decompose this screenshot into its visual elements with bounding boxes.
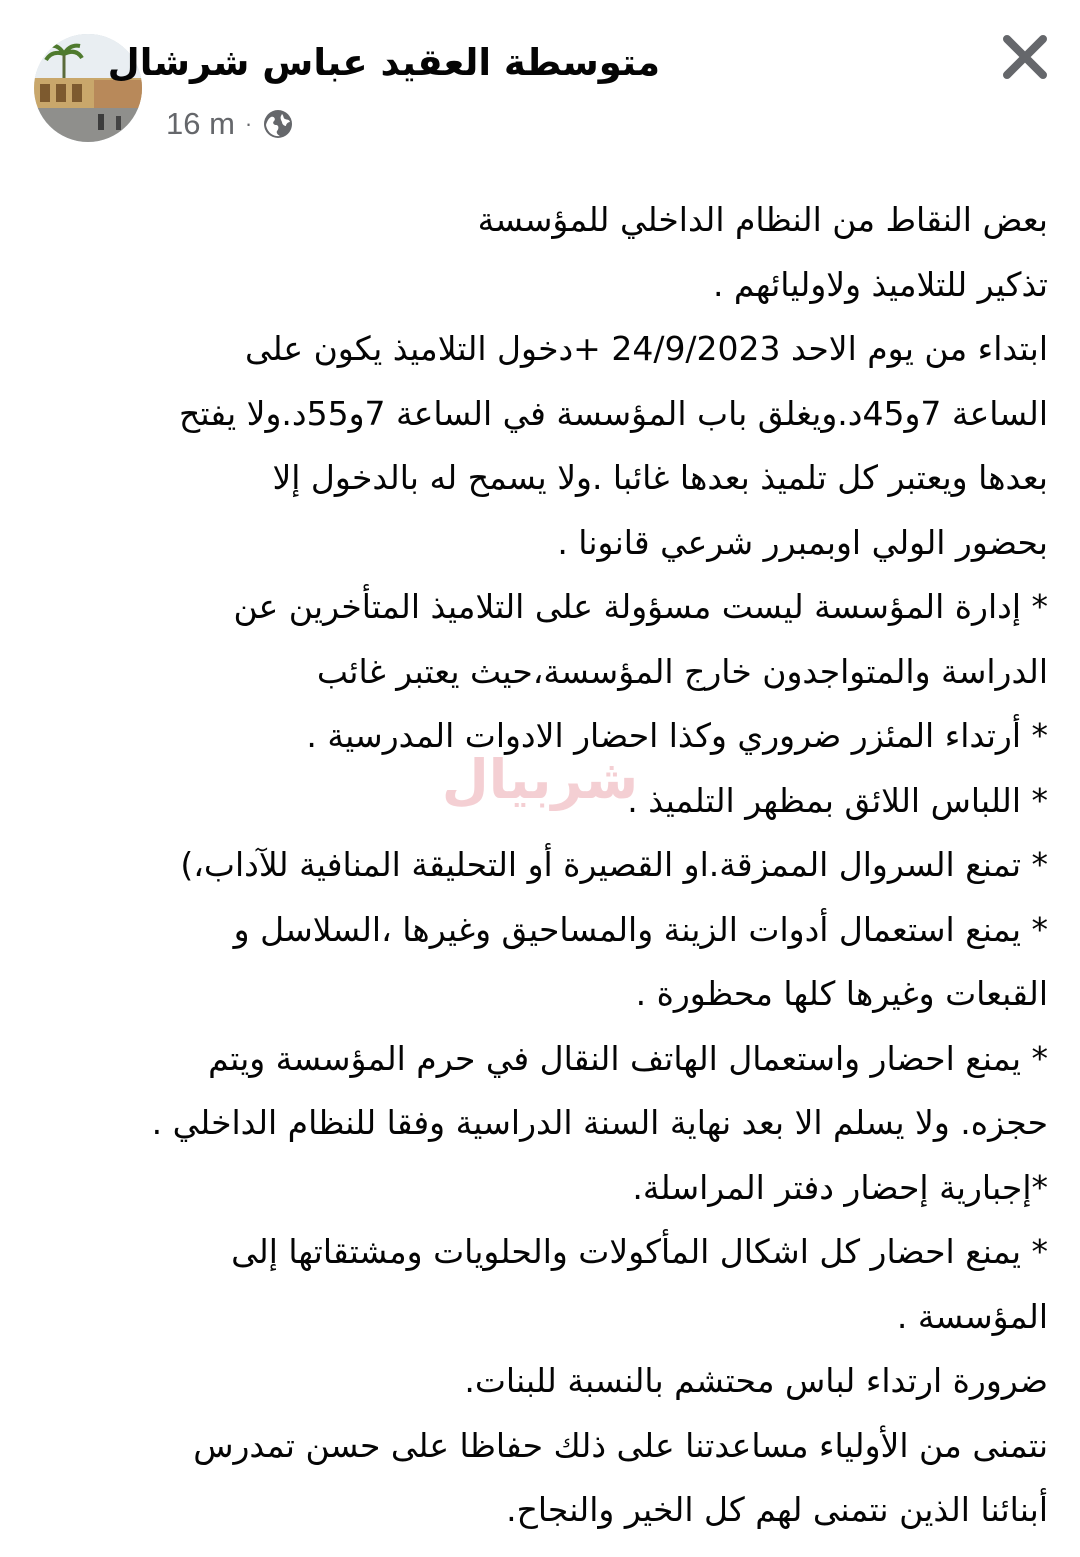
post-line: * يمنع احضار كل اشكال المأكولات والحلويات ومشتقاتها إلى [231, 1232, 1048, 1271]
post-text [30, 188, 1048, 1538]
post-line: * تمنع السروال الممزقة.او القصيرة أو التحليقة المنافية للآداب،) [180, 845, 1048, 884]
post-line: أبنائنا الذين نتمنى لهم كل الخير والنجاح. [506, 1490, 1048, 1529]
post-line: القبعات وغيرها كلها محظورة . [635, 974, 1048, 1013]
post-line: ضرورة ارتداء لباس محتشم بالنسبة للبنات. [464, 1361, 1048, 1400]
post-line: المؤسسة . [896, 1296, 1048, 1336]
meta-separator: · [244, 111, 253, 136]
post-line: * إدارة المؤسسة ليست مسؤولة على التلاميذ المتأخرين عن [233, 587, 1048, 626]
post-line: * يمنع احضار واستعمال الهاتف النقال في حرم المؤسسة ويتم [208, 1038, 1048, 1078]
post-header [0, 0, 1080, 160]
post-time[interactable]: 16 m [166, 106, 235, 141]
close-button[interactable] [1002, 34, 1048, 80]
watermark: شربيال [441, 748, 639, 811]
post-line: ابتداء من يوم الاحد 24/9/2023 +دخول التلاميذ يكون على [244, 329, 1048, 368]
post-line: نتمنى من الأولياء مساعدتنا على ذلك حفاظا على حسن تمدرس [193, 1425, 1048, 1465]
close-icon [1002, 34, 1048, 80]
post-line: بحضور الولي اوبمبرر شرعي قانونا . [557, 522, 1048, 562]
post-line: * يمنع استعمال أدوات الزينة والمساحيق وغيرها ،السلاسل و [233, 909, 1048, 949]
post-line: بعض النقاط من النظام الداخلي للمؤسسة [477, 200, 1048, 239]
post-line: *إجبارية إحضار دفتر المراسلة. [632, 1167, 1048, 1207]
post-line: الدراسة والمتواجدون خارج المؤسسة،حيث يعتبر غائب [316, 651, 1048, 691]
globe-icon[interactable] [262, 108, 294, 140]
page-name[interactable]: متوسطة العقيد عباس شرشال [107, 41, 660, 84]
post-meta [166, 104, 294, 144]
post-line: الساعة 7و45د.ويغلق باب المؤسسة في الساعة 7و55د.ولا يفتح [179, 393, 1048, 433]
post-line: بعدها ويعتبر كل تلميذ بعدها غائبا .ولا يسمح له بالدخول إلا [272, 458, 1048, 497]
post-line: * اللباس اللائق بمظهر التلميذ . [627, 780, 1048, 820]
post-line: حجزه. ولا يسلم الا بعد نهاية السنة الدراسية وفقا للنظام الداخلي . [151, 1103, 1048, 1142]
post-line: تذكير للتلاميذ ولاوليائهم . [712, 264, 1048, 304]
post-line: * أرتداء المئزر ضروري وكذا احضار الادوات المدرسية . [306, 716, 1048, 755]
